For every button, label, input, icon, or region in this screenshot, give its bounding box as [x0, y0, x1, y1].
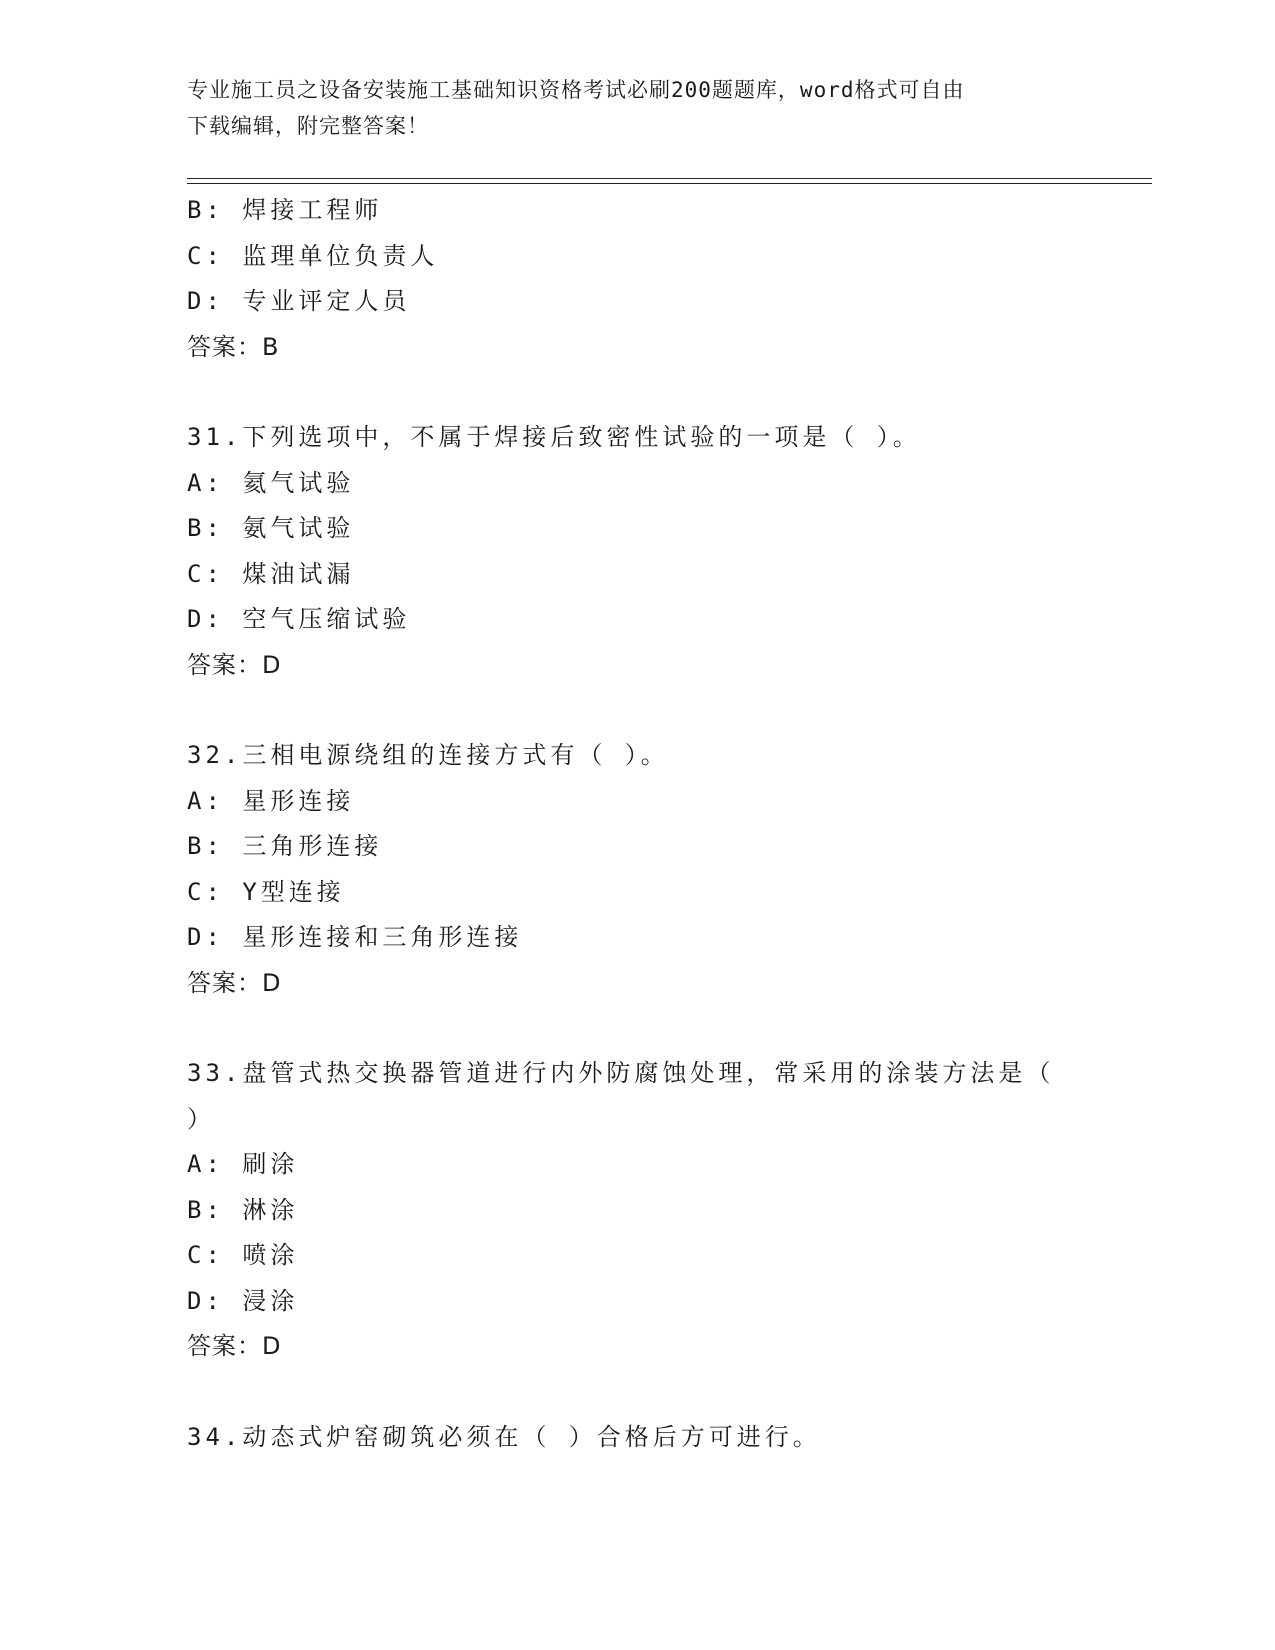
question-list [187, 188, 1087, 1460]
option-d: D: 星形连接和三角形连接 [187, 923, 523, 951]
option-b: B: 焊接工程师 [187, 196, 383, 224]
option-c: C: Y型连接 [187, 877, 345, 906]
question-33 [187, 1051, 1087, 1370]
answer-label: 答案：D [187, 650, 282, 679]
option-d: D: 浸涂 [187, 1286, 299, 1315]
question-32 [187, 733, 1087, 1006]
answer-label: 答案：B [187, 332, 280, 361]
question-34 [187, 1415, 1087, 1461]
option-c: C: 煤油试漏 [187, 559, 355, 588]
option-d: D: 专业评定人员 [187, 287, 411, 315]
header-title-line-1: 专业施工员之设备安装施工基础知识资格考试必刷200题题库，word格式可自由 [187, 78, 965, 102]
header-divider [187, 178, 1152, 184]
question-text: 31.下列选项中，不属于焊接后致密性试验的一项是（ ）。 [187, 423, 921, 451]
header-title-line-2: 下载编辑，附完整答案！ [187, 114, 429, 138]
option-b: B: 淋涂 [187, 1195, 299, 1224]
document-header [187, 72, 1087, 144]
question-text: 32.三相电源绕组的连接方式有（ ）。 [187, 741, 669, 769]
option-a: A: 刷涂 [187, 1150, 299, 1178]
answer-label: 答案：D [187, 1332, 282, 1360]
answer-label: 答案：D [187, 968, 282, 997]
question-30 [187, 188, 1087, 370]
option-d: D: 空气压缩试验 [187, 605, 411, 633]
option-a: A: 星形连接 [187, 786, 355, 815]
question-text-line-1: 33.盘管式热交换器管道进行内外防腐蚀处理，常采用的涂装方法是（ [187, 1059, 1055, 1087]
option-c: C: 喷涂 [187, 1241, 299, 1269]
option-b: B: 三角形连接 [187, 832, 383, 860]
option-b: B: 氨气试验 [187, 514, 355, 542]
question-text-line-2: ） [187, 1104, 215, 1133]
option-c: C: 监理单位负责人 [187, 241, 439, 270]
question-text: 34.动态式炉窑砌筑必须在（ ）合格后方可进行。 [187, 1422, 821, 1451]
option-a: A: 氦气试验 [187, 468, 355, 497]
question-31 [187, 415, 1087, 688]
